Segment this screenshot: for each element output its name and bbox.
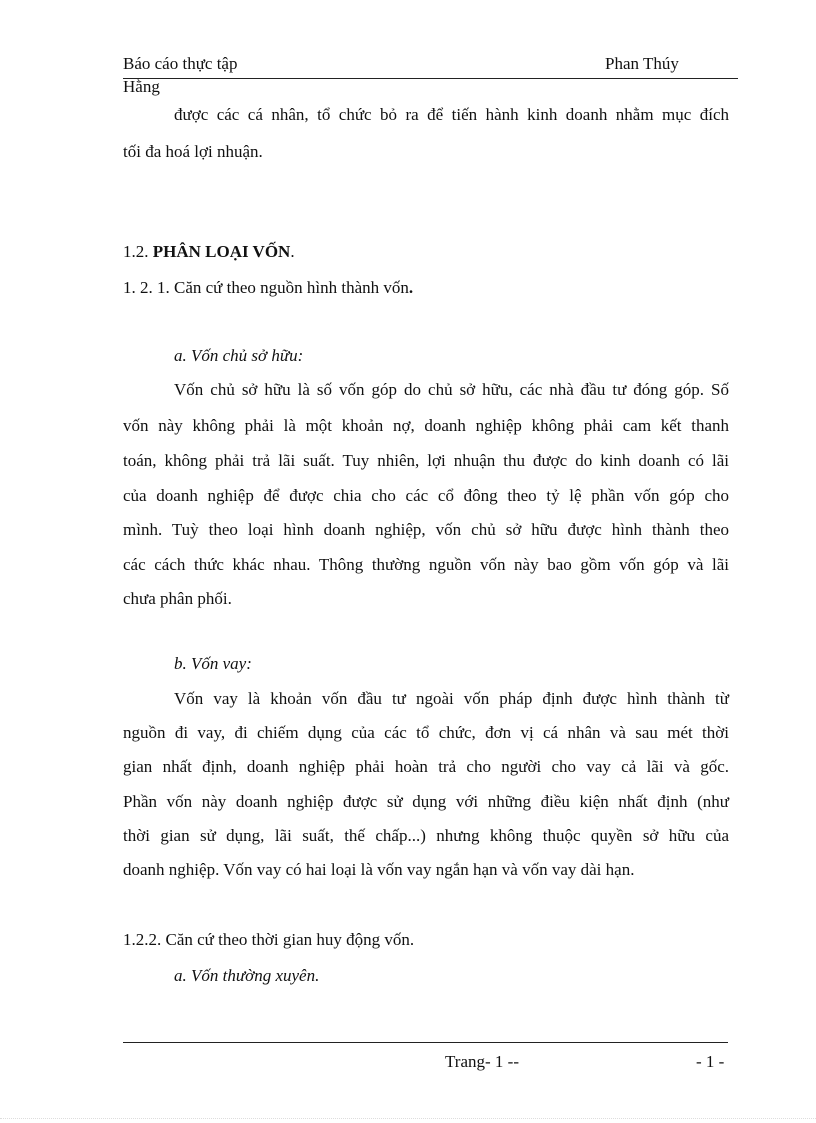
footer-page-label: Trang- 1 -- xyxy=(445,1052,519,1071)
para-b-line-6: doanh nghiệp. Vốn vay có hai loại là vốn vay ngắn hạn và vốn vay dài hạn. xyxy=(123,860,635,879)
para-b-line-2: nguồn đi vay, đi chiếm dụng của các tổ chức, đơn vị cá nhân và sau mét thời xyxy=(123,723,729,742)
section-title: PHÂN LOẠI VỐN xyxy=(152,242,291,261)
para-a-line-5: mình. Tuỳ theo loại hình doanh nghiệp, vốn chủ sở hữu được hình thành theo xyxy=(123,520,729,539)
section-number: 1.2. xyxy=(123,242,149,261)
footer-page-number: - 1 - xyxy=(696,1052,725,1071)
para-a-line-2: vốn này không phải là một khoản nợ, doanh nghiệp không phải cam kết thanh xyxy=(123,416,729,435)
footer-rule xyxy=(123,1042,728,1043)
subsection-heading-1 xyxy=(123,278,413,298)
heading-b-loans: b. Vốn vay: xyxy=(174,654,252,673)
header-author-continued: Hằng xyxy=(123,77,160,96)
para-a-line-1: Vốn chủ sở hữu là số vốn góp do chủ sở hữu, các nhà đầu tư đóng góp. Số xyxy=(174,380,729,399)
intro-line-2: tối đa hoá lợi nhuận. xyxy=(123,142,263,161)
section-heading xyxy=(123,242,295,262)
para-b-line-3: gian nhất định, doanh nghiệp phải hoàn trả cho người cho vay cả lãi và gốc. xyxy=(123,757,729,776)
para-b-line-1: Vốn vay là khoản vốn đầu tư ngoài vốn pháp định được hình thành từ xyxy=(174,689,729,708)
para-a-line-4: của doanh nghiệp để được chia cho các cổ đông theo tỷ lệ phần vốn góp cho xyxy=(123,486,729,505)
header-title: Báo cáo thực tập xyxy=(123,54,238,73)
subsection-title-1: 1. 2. 1. Căn cứ theo nguồn hình thành vốn xyxy=(123,278,409,297)
para-a-line-7: chưa phân phối. xyxy=(123,589,232,608)
para-b-line-4: Phần vốn này doanh nghiệp được sử dụng với những điều kiện nhất định (như xyxy=(123,792,729,811)
header-author: Phan Thúy xyxy=(605,54,679,73)
para-b-line-5: thời gian sử dụng, lãi suất, thế chấp...) nhưng không thuộc quyền sở hữu của xyxy=(123,826,729,845)
page-bottom-edge xyxy=(0,1118,816,1119)
intro-line-1: được các cá nhân, tổ chức bỏ ra để tiến hành kinh doanh nhằm mục đích xyxy=(174,105,729,124)
subsection-dot-1: . xyxy=(408,278,414,297)
section-dot: . xyxy=(290,242,295,261)
para-a-line-3: toán, không phải trả lãi suất. Tuy nhiên, lợi nhuận thu được do kinh doanh có lãi xyxy=(123,451,729,470)
subsection-heading-2: 1.2.2. Căn cứ theo thời gian huy động vốn. xyxy=(123,930,415,949)
heading-a-owner-equity: a. Vốn chủ sở hữu: xyxy=(174,346,304,365)
heading-a-regular-capital: a. Vốn thường xuyên. xyxy=(174,966,320,985)
page-header xyxy=(123,52,738,79)
para-a-line-6: các cách thức khác nhau. Thông thường nguồn vốn này bao gồm vốn góp và lãi xyxy=(123,555,729,574)
